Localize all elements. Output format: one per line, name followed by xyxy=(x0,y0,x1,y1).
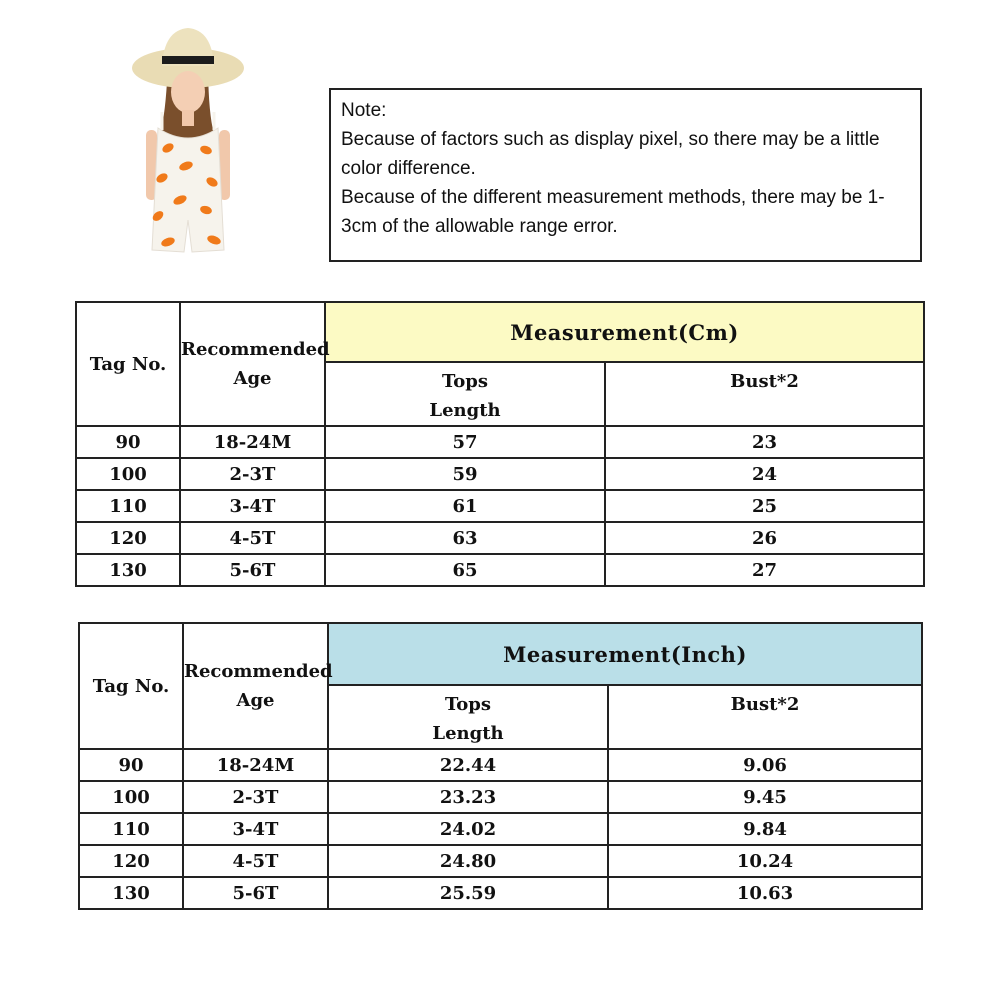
product-photo xyxy=(128,20,248,280)
table-row xyxy=(76,522,924,554)
cell-age: 18-24M xyxy=(183,749,328,781)
cell-bust: 23 xyxy=(605,426,924,458)
cell-tag: 130 xyxy=(79,877,183,909)
cell-bust: 10.63 xyxy=(608,877,922,909)
header-bust: Bust*2 xyxy=(605,362,924,426)
cell-tag: 100 xyxy=(76,458,180,490)
header-tops-length: Tops Length xyxy=(325,362,605,426)
cell-tag: 100 xyxy=(79,781,183,813)
header-measurement-inch: Measurement(Inch) xyxy=(328,623,922,685)
note-line-1: Because of factors such as display pixel, so there may be a little color difference. xyxy=(341,129,880,179)
table-row xyxy=(79,877,922,909)
cell-tag: 120 xyxy=(79,845,183,877)
table-row xyxy=(76,554,924,586)
cell-age: 3-4T xyxy=(183,813,328,845)
cell-bust: 26 xyxy=(605,522,924,554)
cell-tops-length: 57 xyxy=(325,426,605,458)
cell-tops-length: 23.23 xyxy=(328,781,608,813)
cell-tops-length: 25.59 xyxy=(328,877,608,909)
table-row xyxy=(79,781,922,813)
cell-tops-length: 65 xyxy=(325,554,605,586)
cell-age: 2-3T xyxy=(183,781,328,813)
cell-age: 5-6T xyxy=(180,554,325,586)
note-box xyxy=(329,88,922,262)
table-row xyxy=(76,490,924,522)
size-table-cm xyxy=(75,301,925,587)
table-row xyxy=(76,426,924,458)
cell-tops-length: 22.44 xyxy=(328,749,608,781)
header-recommended-age: Recommended Age xyxy=(180,302,325,426)
cell-tops-length: 61 xyxy=(325,490,605,522)
cell-age: 2-3T xyxy=(180,458,325,490)
cell-age: 18-24M xyxy=(180,426,325,458)
cell-tag: 130 xyxy=(76,554,180,586)
cell-tag: 110 xyxy=(79,813,183,845)
table-row xyxy=(79,749,922,781)
cell-tag: 90 xyxy=(76,426,180,458)
cell-tag: 110 xyxy=(76,490,180,522)
header-measurement-cm: Measurement(Cm) xyxy=(325,302,924,362)
cell-bust: 9.45 xyxy=(608,781,922,813)
cell-bust: 24 xyxy=(605,458,924,490)
note-line-2: Because of the different measurement methods, there may be 1-3cm of the allowable range error. xyxy=(341,187,885,237)
header-tag-no: Tag No. xyxy=(76,302,180,426)
table-row xyxy=(79,845,922,877)
cell-tag: 90 xyxy=(79,749,183,781)
header-tops-length: Tops Length xyxy=(328,685,608,749)
size-table-inch xyxy=(78,622,923,910)
cell-tag: 120 xyxy=(76,522,180,554)
cell-tops-length: 59 xyxy=(325,458,605,490)
cell-age: 4-5T xyxy=(180,522,325,554)
cell-bust: 9.84 xyxy=(608,813,922,845)
cell-bust: 25 xyxy=(605,490,924,522)
cell-bust: 10.24 xyxy=(608,845,922,877)
table-row xyxy=(76,458,924,490)
cell-age: 3-4T xyxy=(180,490,325,522)
cell-tops-length: 24.80 xyxy=(328,845,608,877)
header-bust: Bust*2 xyxy=(608,685,922,749)
cell-bust: 27 xyxy=(605,554,924,586)
table-row xyxy=(79,813,922,845)
cell-age: 5-6T xyxy=(183,877,328,909)
cell-age: 4-5T xyxy=(183,845,328,877)
note-title: Note: xyxy=(341,100,387,121)
cell-tops-length: 63 xyxy=(325,522,605,554)
cell-bust: 9.06 xyxy=(608,749,922,781)
header-tag-no: Tag No. xyxy=(79,623,183,749)
cell-tops-length: 24.02 xyxy=(328,813,608,845)
header-recommended-age: Recommended Age xyxy=(183,623,328,749)
